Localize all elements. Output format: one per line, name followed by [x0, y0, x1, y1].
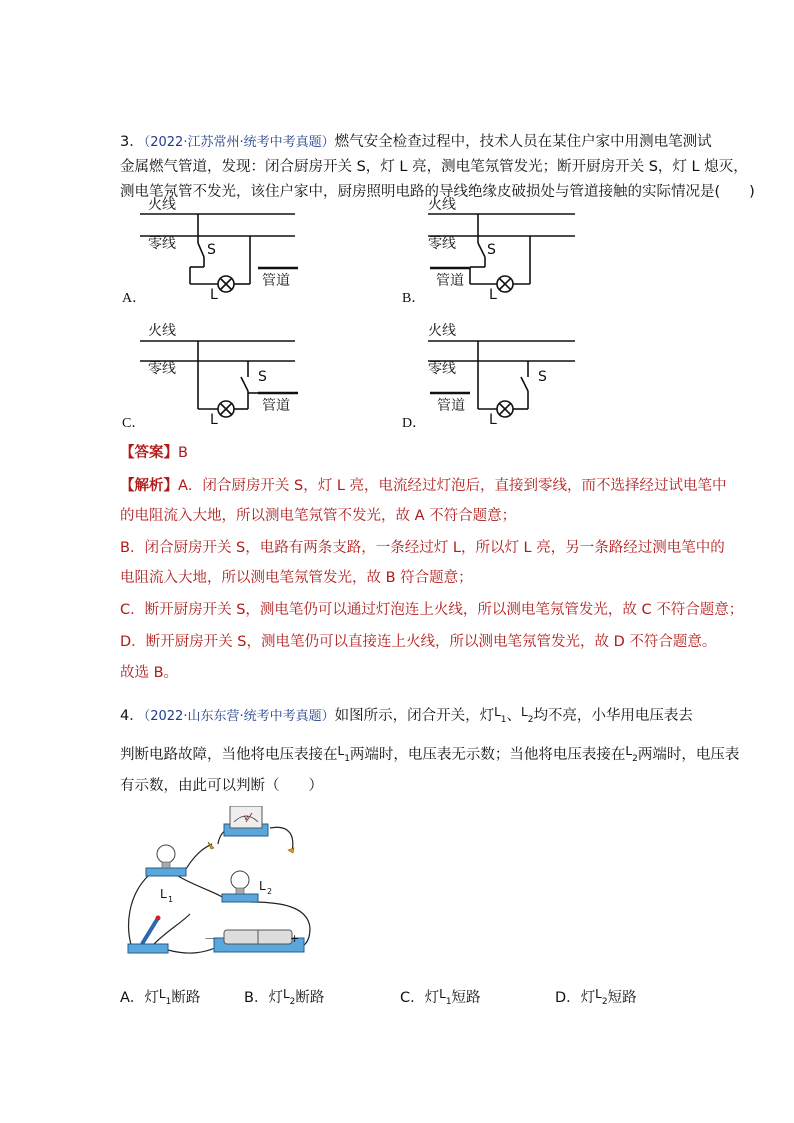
lamp-label: L: [210, 287, 218, 303]
switch-label: S: [487, 242, 496, 258]
neutral-label: 零线: [428, 361, 456, 377]
q4-text: 、: [506, 708, 522, 724]
l-symbol: L: [282, 987, 290, 1001]
battery-plus: +: [290, 932, 300, 945]
l2-label: L: [259, 879, 266, 893]
switch-label: S: [258, 369, 267, 385]
q4-text: 两端时，电压表无示数；当他将电压表接在: [349, 747, 626, 763]
option-letter: D．灯: [555, 990, 596, 1006]
q3-analysis-line-5: C．断开厨房开关 S，测电笔仍可以通过灯泡连上火线，所以测电笔氖管发光，故 C 不符合题意；: [120, 602, 744, 618]
subscript: 2: [289, 997, 296, 1007]
q4-text: 如图所示，闭合开关，灯: [334, 708, 495, 724]
lamp-label: L: [210, 412, 218, 428]
q3-circuit-diagrams: [0, 195, 794, 435]
option-text: 短路: [607, 990, 637, 1006]
subscript: 2: [601, 997, 608, 1007]
q3-analysis-line-2: 的电阻流入大地，所以测电笔氖管不发光，故 A 不符合题意；: [120, 508, 517, 524]
q4-line1: [120, 702, 693, 730]
q3-analysis-line-1: [120, 476, 727, 496]
option-text: 短路: [451, 990, 481, 1006]
voltmeter: [224, 806, 268, 836]
option-letter: A．灯: [120, 990, 159, 1006]
switch-label: S: [538, 369, 547, 385]
q3-option-d: D．: [402, 416, 427, 431]
q4-option-a: [120, 984, 200, 1012]
q3-analysis-line-3: B．闭合厨房开关 S，电路有两条支路，一条经过灯 L，所以灯 L 亮，另一条路经过测电笔中的: [120, 540, 725, 556]
q3-analysis-line-6: D．断开厨房开关 S，测电笔仍可以直接连上火线，所以测电笔氖管发光，故 D 不符合题意。: [120, 634, 717, 650]
live-label: 火线: [428, 323, 456, 339]
q3-line1: [120, 132, 712, 153]
l-symbol: L: [494, 705, 501, 719]
neutral-label: 零线: [148, 361, 176, 377]
q4-source: （2022·山东东营·统考中考真题）: [143, 709, 335, 724]
l-symbol: L: [158, 987, 166, 1001]
q3-option-c: C．: [122, 416, 146, 431]
live-label: 火线: [428, 197, 456, 213]
subscript: 2: [632, 754, 638, 764]
q4-circuit-figure: [120, 806, 340, 966]
lamp-label: L: [489, 287, 497, 303]
switch: [128, 916, 168, 954]
l-symbol: L: [521, 705, 528, 719]
neutral-label: 零线: [428, 236, 456, 252]
circuit-b-labels: [428, 196, 497, 303]
pipe-label: 管道: [262, 398, 290, 414]
q3-answer: [120, 443, 188, 463]
q3-line2: 金属燃气管道，发现：闭合厨房开关 S，灯 L 亮，测电笔氖管发光；断开厨房开关 S，灯 L 熄灭，: [120, 159, 748, 175]
q4-option-b: [244, 984, 324, 1012]
l-symbol: L: [595, 987, 602, 1001]
battery-holder: [204, 930, 304, 952]
subscript: 1: [445, 997, 452, 1007]
q3-analysis-line-7: 故选 B。: [120, 665, 179, 681]
pipe-label: 管道: [436, 273, 464, 289]
subscript: 1: [500, 715, 507, 725]
switch-label: S: [207, 242, 216, 258]
option-letter: C．灯: [400, 990, 440, 1006]
q4-text: 两端时，电压表: [637, 747, 740, 763]
answer-value: B: [178, 445, 188, 461]
analysis-label: 【解析】: [120, 478, 178, 494]
option-text: 断路: [295, 990, 325, 1006]
q4-text: 判断电路故障，当他将电压表接在: [120, 747, 338, 763]
q4-option-d: [555, 984, 637, 1012]
subscript: 1: [344, 754, 350, 764]
q3-option-b: B．: [402, 291, 426, 306]
q4-line3: 有示数，由此可以判断（ ）: [120, 778, 323, 794]
pipe-label: 管道: [437, 398, 465, 414]
l1-label: L: [160, 887, 167, 901]
circuit-d-labels: [428, 322, 547, 428]
q3-source: （2022·江苏常州·统考中考真题）: [143, 135, 335, 150]
voltmeter-v-label: V: [244, 815, 249, 822]
q4-number: 4．: [120, 708, 144, 724]
option-letter: B．灯: [244, 990, 283, 1006]
l1-sub: 1: [168, 895, 174, 904]
lamp-label: L: [489, 412, 497, 428]
l-symbol: L: [337, 744, 345, 758]
live-label: 火线: [148, 323, 176, 339]
q4-option-c: [400, 984, 481, 1012]
lamp-l2: [222, 871, 272, 902]
option-text: 断路: [171, 990, 201, 1006]
l-symbol: L: [439, 987, 446, 1001]
l2-sub: 2: [267, 887, 273, 896]
subscript: 2: [527, 715, 534, 725]
l-symbol: L: [625, 744, 633, 758]
q3-line3: 测电笔氖管不发光，该住户家中，厨房照明电路的导线绝缘皮破损处与管道接触的实际情况是( ): [120, 184, 755, 200]
q3-analysis-line-4: 电阻流入大地，所以测电笔氖管发光，故 B 符合题意；: [120, 570, 473, 586]
battery-minus: －: [204, 932, 217, 946]
q4-line2: [120, 741, 739, 769]
q4-text: 均不亮，小华用电压表去: [533, 708, 693, 724]
lamp-l1: [146, 845, 186, 904]
live-label: 火线: [148, 197, 176, 213]
q3-text-1: 燃气安全检查过程中，技术人员在某住户家中用测电笔测试: [334, 134, 712, 150]
pipe-label: 管道: [262, 273, 290, 289]
q3-number: 3．: [120, 134, 144, 150]
answer-label: 【答案】: [120, 445, 178, 461]
subscript: 1: [165, 997, 172, 1007]
analysis-text: A．闭合厨房开关 S，灯 L 亮，电流经过灯泡后，直接到零线，而不选择经过试电笔中: [178, 478, 727, 494]
q3-option-a: A．: [122, 291, 147, 306]
neutral-label: 零线: [148, 236, 176, 252]
